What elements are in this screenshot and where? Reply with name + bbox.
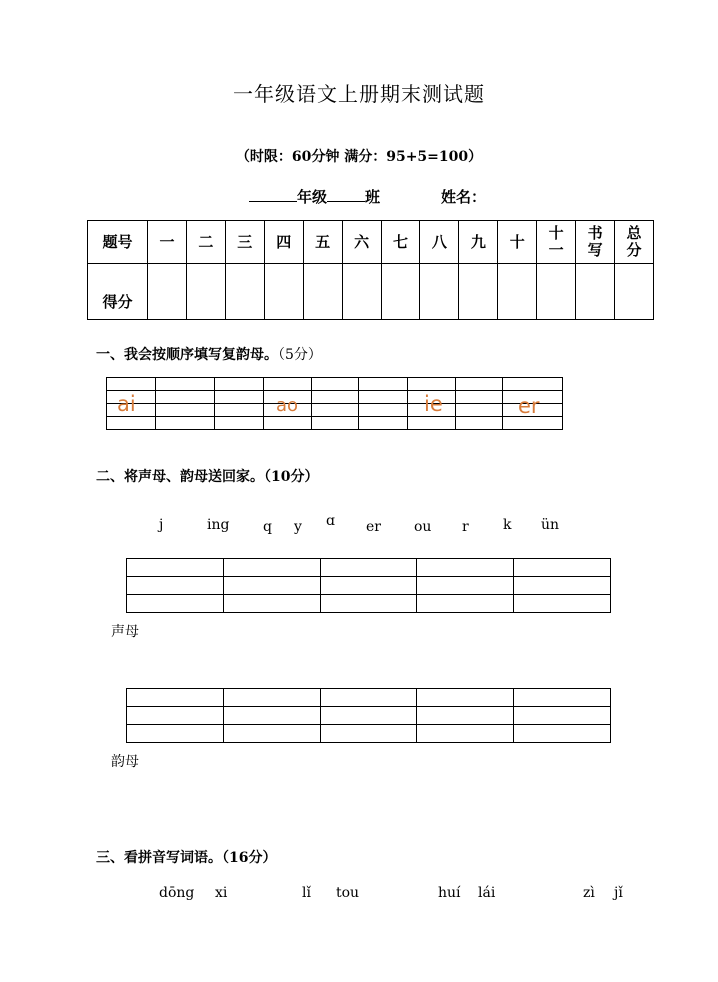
column-header: 九 xyxy=(459,221,498,264)
grade-blank[interactable] xyxy=(249,187,297,202)
pinyin-letter: q xyxy=(263,519,272,535)
grid-line xyxy=(107,390,562,391)
shengmu-label: 声母 xyxy=(111,624,139,640)
column-header: 五 xyxy=(303,221,342,264)
question-number-row xyxy=(88,221,654,264)
column-header: 八 xyxy=(420,221,459,264)
given-final-ai: ai xyxy=(117,392,136,416)
score-cell[interactable] xyxy=(225,264,264,320)
pinyin-letter: er xyxy=(366,519,381,535)
column-header: 一 xyxy=(148,221,187,264)
section-1-title: 一、我会按顺序填写复韵母。 xyxy=(96,347,278,363)
column-header: 二 xyxy=(186,221,225,264)
score-cell[interactable] xyxy=(186,264,225,320)
section-3-heading: 三、看拼音写词语。（16分） xyxy=(96,850,277,866)
column-header: 四 xyxy=(264,221,303,264)
score-header: 得分 xyxy=(88,264,148,320)
pinyin-letter: k xyxy=(503,517,512,533)
page-title: 一年级语文上册期末测试题 xyxy=(233,82,485,106)
score-cell[interactable] xyxy=(148,264,187,320)
score-table xyxy=(87,220,654,320)
grid-line xyxy=(107,403,562,404)
pinyin-syllable: zì xyxy=(583,885,595,901)
section-1-points: （5分） xyxy=(278,347,322,363)
section-1-heading xyxy=(96,344,322,364)
time-and-score-info: （时限：60分钟 满分：95+5=100） xyxy=(235,149,483,165)
score-cell[interactable] xyxy=(342,264,381,320)
grid-divider xyxy=(155,378,156,429)
column-header: 总分 xyxy=(615,221,654,264)
section-2-heading: 二、将声母、韵母送回家。（10分） xyxy=(96,469,319,485)
grid-divider xyxy=(358,378,359,429)
column-header: 六 xyxy=(342,221,381,264)
pinyin-letter: j xyxy=(159,517,164,533)
pinyin-syllable: dōng xyxy=(159,885,195,901)
grid-divider xyxy=(455,378,456,429)
column-header: 十 xyxy=(498,221,537,264)
pinyin-syllable: lǐ xyxy=(302,885,311,901)
given-final-ie: ie xyxy=(424,392,443,416)
section-1-writing-grid[interactable] xyxy=(106,377,563,430)
class-label: 班 xyxy=(365,188,381,206)
score-cell[interactable] xyxy=(576,264,615,320)
column-header: 七 xyxy=(381,221,420,264)
pinyin-letter: ing xyxy=(207,517,230,533)
score-row xyxy=(88,264,654,320)
column-header: 三 xyxy=(225,221,264,264)
given-final-er: er xyxy=(518,394,540,418)
yunmu-table[interactable] xyxy=(126,688,611,743)
grid-divider xyxy=(214,378,215,429)
yunmu-label: 韵母 xyxy=(111,754,139,770)
column-header: 书写 xyxy=(576,221,615,264)
question-number-header: 题号 xyxy=(88,221,148,264)
class-blank[interactable] xyxy=(327,187,365,202)
score-cell[interactable] xyxy=(381,264,420,320)
pinyin-syllable: xi xyxy=(215,885,228,901)
grid-divider xyxy=(502,378,503,429)
grid-line xyxy=(107,416,562,417)
pinyin-letter: r xyxy=(462,519,469,535)
column-header: 十一 xyxy=(537,221,576,264)
score-cell[interactable] xyxy=(459,264,498,320)
pinyin-letter: ün xyxy=(541,517,560,533)
score-cell[interactable] xyxy=(264,264,303,320)
pinyin-syllable: tou xyxy=(336,885,360,901)
grid-divider xyxy=(311,378,312,429)
pinyin-syllable: huí xyxy=(438,885,461,901)
grid-divider xyxy=(263,378,264,429)
pinyin-letter: ɑ xyxy=(326,513,335,529)
score-cell[interactable] xyxy=(498,264,537,320)
pinyin-syllable: lái xyxy=(478,885,496,901)
grade-label: 年级 xyxy=(297,188,328,206)
score-cell[interactable] xyxy=(615,264,654,320)
pinyin-letter: y xyxy=(294,519,302,535)
score-cell[interactable] xyxy=(537,264,576,320)
pinyin-syllable: jǐ xyxy=(614,885,623,901)
score-cell[interactable] xyxy=(303,264,342,320)
shengmu-table[interactable] xyxy=(126,558,611,613)
given-final-ao: ao xyxy=(276,395,299,416)
name-label: 姓名： xyxy=(441,188,487,206)
student-info-line xyxy=(249,186,380,207)
score-cell[interactable] xyxy=(420,264,459,320)
pinyin-letter: ou xyxy=(414,519,432,535)
grid-divider xyxy=(407,378,408,429)
